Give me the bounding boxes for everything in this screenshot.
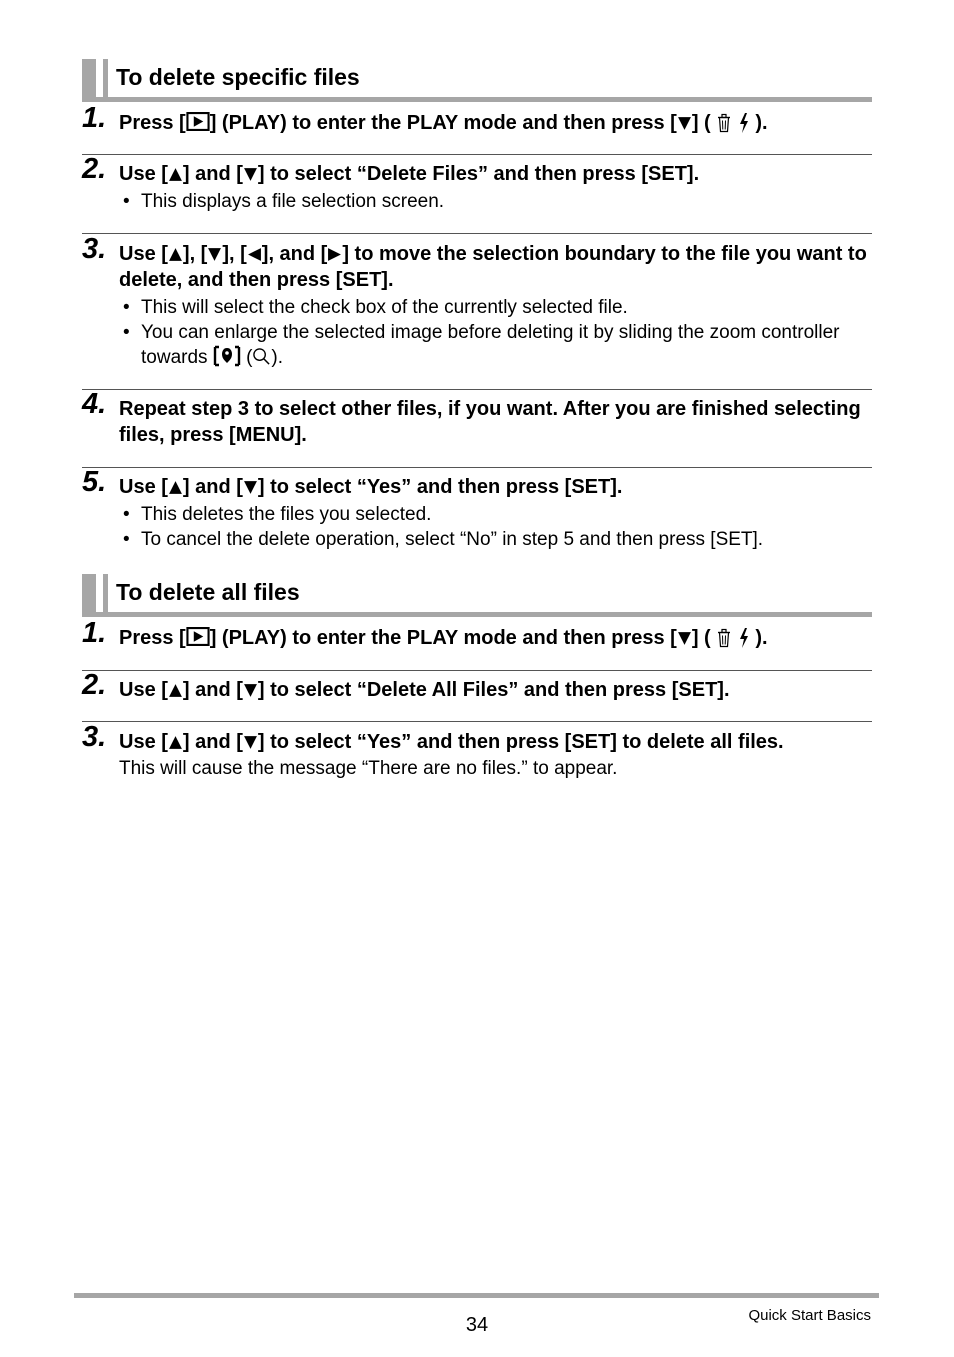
- footer-rule: [74, 1293, 879, 1298]
- section-header-delete-specific: [82, 59, 872, 102]
- step-text: Use [ ], [ ], [ ], and [ ] to move the selection boundary to the file you want to delete, and then press [SET].: [119, 243, 867, 291]
- divider: [82, 467, 872, 468]
- step-text: Use [ ] and [ ] to select “Yes” and then press [SET] to delete all files.: [119, 731, 784, 753]
- step-text: Use [ ] and [ ] to select “Delete Files” and then press [SET].: [119, 163, 700, 185]
- step-number: 3.: [82, 721, 107, 753]
- step-number: 4.: [82, 388, 107, 420]
- header-accent-bar: [82, 574, 96, 612]
- list-item: • This deletes the files you selected.: [119, 502, 872, 527]
- down-arrow-icon: [677, 116, 692, 131]
- step-text: Press [ ] (PLAY) to enter the PLAY mode and then press [ ] ( ).: [119, 112, 768, 134]
- up-arrow-icon: [168, 735, 183, 750]
- divider: [82, 233, 872, 234]
- step-text: Use [ ] and [ ] to select “Delete All Files” and then press [SET].: [119, 679, 730, 701]
- step-4: [82, 388, 872, 448]
- down-arrow-icon: [207, 247, 222, 262]
- step-2: [82, 153, 872, 214]
- footer-label: Quick Start Basics: [748, 1307, 871, 1324]
- trash-icon: [716, 627, 732, 648]
- list-item: • This displays a file selection screen.: [119, 189, 872, 214]
- step-note: This will cause the message “There are no files.” to appear.: [119, 758, 618, 779]
- play-icon: [186, 112, 210, 131]
- step-1: [82, 102, 872, 136]
- divider: [82, 721, 872, 722]
- down-arrow-icon: [243, 735, 258, 750]
- divider: [82, 154, 872, 155]
- step-number: 2.: [82, 669, 107, 701]
- section-header-delete-all: [82, 574, 872, 617]
- play-icon: [186, 627, 210, 646]
- left-arrow-icon: [247, 247, 262, 262]
- up-arrow-icon: [168, 683, 183, 698]
- step-text: Press [ ] (PLAY) to enter the PLAY mode and then press [ ] ( ).: [119, 627, 768, 649]
- divider: [82, 389, 872, 390]
- bullet-list: [119, 189, 872, 214]
- down-arrow-icon: [243, 683, 258, 698]
- flash-icon: [738, 112, 750, 134]
- down-arrow-icon: [243, 480, 258, 495]
- magnifier-icon: [252, 347, 271, 366]
- step-5: [82, 466, 872, 552]
- step-1: [82, 617, 872, 651]
- step-number: 1.: [82, 617, 107, 649]
- step-number: 3.: [82, 233, 107, 265]
- step-text: Repeat step 3 to select other files, if you want. After you are finished selecting files, press [MENU].: [119, 398, 861, 446]
- list-item: • This will select the check box of the currently selected file.: [119, 295, 872, 320]
- down-arrow-icon: [677, 631, 692, 646]
- header-accent-bar-thin: [103, 574, 108, 612]
- step-number: 5.: [82, 466, 107, 498]
- trash-icon: [716, 112, 732, 133]
- up-arrow-icon: [168, 167, 183, 182]
- step-number: 2.: [82, 153, 107, 185]
- header-accent-bar: [82, 59, 96, 97]
- up-arrow-icon: [168, 247, 183, 262]
- down-arrow-icon: [243, 167, 258, 182]
- step-2: [82, 669, 872, 703]
- right-arrow-icon: [327, 247, 342, 262]
- section-title: To delete all files: [116, 579, 300, 605]
- page-number: 34: [465, 1314, 489, 1336]
- step-3: [82, 233, 872, 370]
- step-number: 1.: [82, 102, 107, 134]
- header-accent-bar-thin: [103, 59, 108, 97]
- list-item: • To cancel the delete operation, select “No” in step 5 and then press [SET].: [119, 527, 872, 552]
- list-item: • You can enlarge the selected image before deleting it by sliding the zoom controller towards ( ).: [119, 320, 872, 370]
- section-title: To delete specific files: [116, 64, 360, 90]
- bullet-list: [119, 295, 872, 370]
- zoom-tele-icon: [213, 345, 241, 367]
- divider: [82, 670, 872, 671]
- flash-icon: [738, 627, 750, 649]
- step-text: Use [ ] and [ ] to select “Yes” and then press [SET].: [119, 476, 623, 498]
- step-3: [82, 721, 872, 782]
- bullet-list: [119, 502, 872, 552]
- up-arrow-icon: [168, 480, 183, 495]
